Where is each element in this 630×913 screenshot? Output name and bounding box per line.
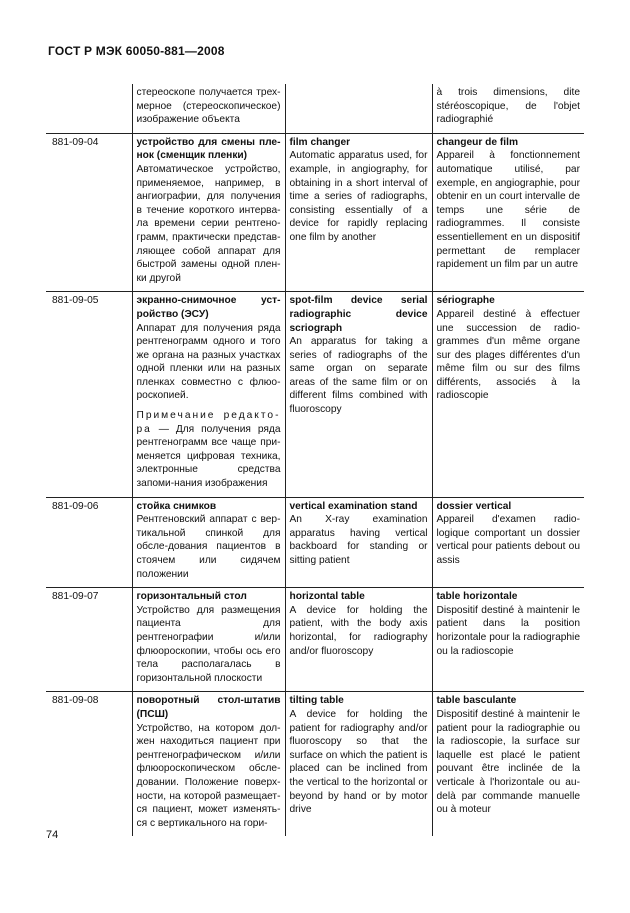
fr-cell	[432, 692, 584, 836]
en-definition: A device for holding the patient for radiography and/or fluoroscopy so that the surface on which the patient is placed can be inclined from the vertical to the horizontal or beyond by hand or by motor drive	[289, 708, 428, 816]
term-number	[46, 84, 132, 133]
fr-term: changeur de film	[436, 136, 519, 148]
ru-term: горизонтальный стол	[136, 591, 247, 603]
en-definition: An X-ray examination apparatus having vertical backboard for standing or sitting patient	[289, 514, 428, 566]
en-cell	[285, 292, 432, 497]
en-cell	[285, 588, 432, 692]
en-term: vertical examination stand	[289, 500, 418, 512]
en-cell	[285, 133, 432, 292]
ru-cell	[132, 292, 285, 497]
fr-cell	[432, 133, 584, 292]
fr-term: dossier vertical	[436, 500, 512, 512]
en-cell	[285, 497, 432, 588]
term-number: 881-09-07	[46, 588, 132, 692]
table-row	[46, 133, 584, 292]
ru-term: поворотный стол-штатив (ПСШ)	[136, 695, 281, 720]
table-row	[46, 692, 584, 836]
fr-definition: Appareil destiné à effectuer une succession de radio-grammes d'un même organe sur des plages différentes d'un même film ou sur des films différents, associés à la radioscopie	[436, 308, 580, 402]
ru-cell	[132, 84, 285, 133]
ru-definition: Аппарат для получения ряда рентгенограмм одного и того же органа на разных участках одной пленки или на разных пленках совместно с флюо-роскопией.	[136, 322, 281, 402]
fr-cell	[432, 497, 584, 588]
editor-note-text: — Для получения ряда рентгенограмм все чаще при-меняется цифровая техника, электронные средства запоми-нания изображения	[136, 423, 281, 490]
fr-definition: à trois dimensions, dite stéréoscopique, de l'objet radiographié	[436, 87, 580, 126]
fr-term: table basculante	[436, 695, 517, 707]
fr-definition: Appareil à fonctionnement automatique utilisé, par exemple, en angiographie, pour obtenir en un court intervalle de temps une série de radiogrammes. Il consiste essentiellement en un dispositif permettant de remplacer rapidement un film par un autre	[436, 150, 580, 271]
ru-cell	[132, 588, 285, 692]
table-row	[46, 497, 584, 588]
fr-cell	[432, 292, 584, 497]
en-definition: A device for holding the patient, with the body axis horizontal, for radiography and/or fluoroscopy	[289, 604, 428, 657]
page-number: 74	[46, 829, 59, 841]
table-row	[46, 84, 584, 133]
fr-definition: Dispositif destiné à maintenir le patient dans la position horizontale pour la radiographie ou la radioscopie	[436, 604, 580, 657]
term-number: 881-09-05	[46, 292, 132, 497]
en-term: tilting table	[289, 695, 344, 707]
fr-definition: Dispositif destiné à maintenir le patient pour la radiographie ou la radioscopie, la surface sur laquelle est placé le patient pouvant être inclinée de la verticale à l'horizontale ou au-delà par commande manuelle ou à moteur	[436, 708, 580, 816]
en-definition: An apparatus for taking a series of radiographs of the same organ on separate areas of the same film or on different films combined with fluoroscopy	[289, 336, 428, 416]
en-definition: Automatic apparatus used, for example, in angiography, for obtaining in a short interval of time a series of radiographs, consisting essentially of a device for rapidly replacing one film by another	[289, 150, 428, 243]
en-term: spot-film device serial radiographic device scriograph	[289, 295, 428, 334]
table-row	[46, 292, 584, 497]
term-number: 881-09-08	[46, 692, 132, 836]
term-number: 881-09-06	[46, 497, 132, 588]
ru-term: стойка снимков	[136, 500, 217, 512]
ru-cell	[132, 497, 285, 588]
en-term: film changer	[289, 136, 351, 148]
table-row	[46, 588, 584, 692]
ru-definition: Устройство для размещения пациента для рентгенографии и/или флюороскопии, чтобы ось его тела располагалась в горизонтальной плоскости	[136, 604, 281, 684]
ru-definition: стереоскопе получается трех-мерное (стереоскопическое) изображение объекта	[136, 87, 281, 126]
fr-cell	[432, 588, 584, 692]
ru-term: устройство для смены пле-нок (сменщик пленки)	[136, 136, 281, 162]
fr-cell	[432, 84, 584, 133]
term-number: 881-09-04	[46, 133, 132, 292]
ru-definition: Рентгеновский аппарат с вер-тикальной спинкой для обсле-дования пациентов в стоячем или сидячем положении	[136, 514, 281, 580]
en-cell	[285, 692, 432, 836]
fr-term: sériographe	[436, 295, 495, 307]
ru-term: экранно-снимочное уст-ройство (ЭСУ)	[136, 295, 281, 320]
en-cell	[285, 84, 432, 133]
ru-definition: Автоматическое устройство, применяемое, например, в ангиографии, для получения в течение короткого интерва-ла времени серии рентгено-грамм, практически представ-ляющее собой аппарат для быстрой замены одной плен-ки другой	[136, 163, 281, 284]
fr-term: table horizontale	[436, 591, 518, 603]
ru-cell	[132, 692, 285, 836]
ru-cell	[132, 133, 285, 292]
fr-definition: Appareil d'examen radio-logique comportant un dossier vertical pour patients debout ou assis	[436, 514, 580, 566]
document-header: ГОСТ Р МЭК 60050-881—2008	[48, 44, 225, 58]
ru-definition: Устройство, на котором дол-жен находиться пациент при рентгенографическом и/или флюороскопическом обсле-довании. Положение поверх-ности, на которой размещает-ся пациент, может изменять-ся с вертикального на гори-	[136, 722, 281, 829]
terms-table	[46, 84, 584, 836]
en-term: horizontal table	[289, 591, 365, 603]
editor-note	[137, 409, 281, 491]
editor-note-label: Примечание редакто-ра	[136, 410, 281, 435]
